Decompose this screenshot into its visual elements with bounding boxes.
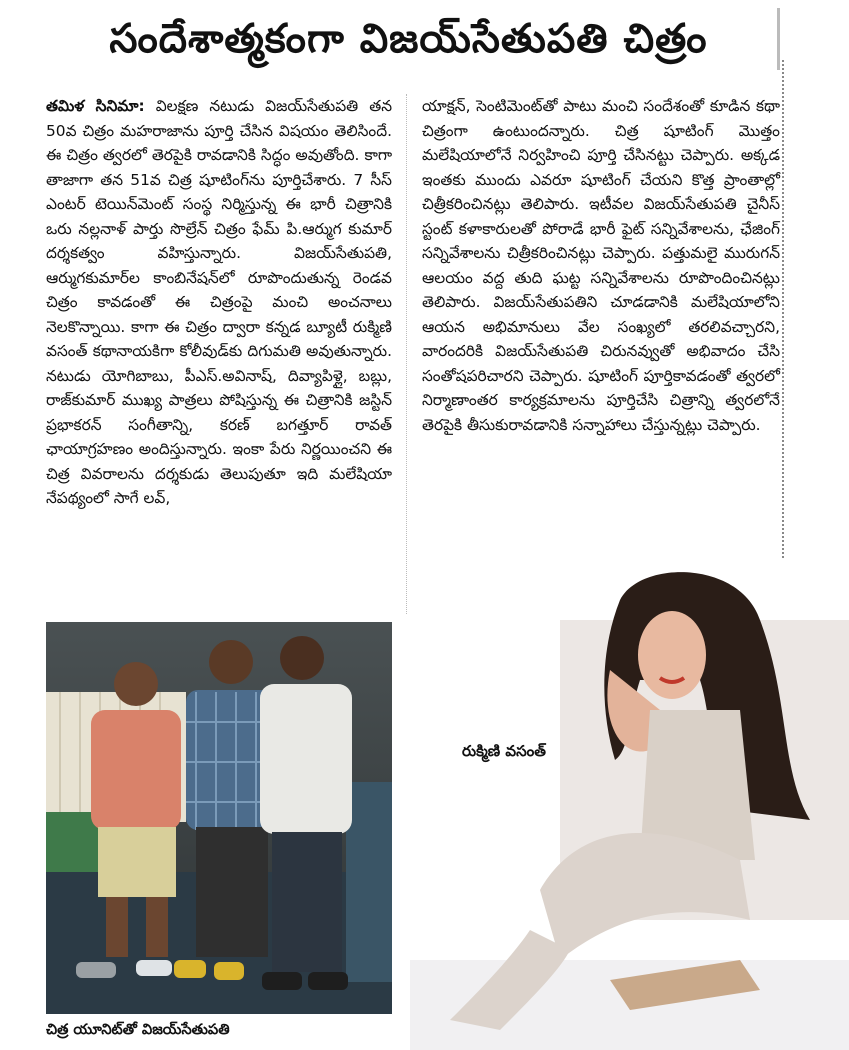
actress-photo-caption: రుక్మిణి వసంత్ [462,742,546,760]
actress-photo-illustration [410,560,849,1050]
column-rule-right [782,60,784,570]
actress-photo [410,560,849,1050]
article-left-column [46,94,392,511]
article-paragraph-left [46,94,392,511]
article-right-column [422,94,780,437]
headline: సందేశాత్మకంగా విజయ్‌సేతుపతి చిత్రం [40,8,780,70]
group-photo-illustration [46,622,392,1014]
article-lead: తమిళ సినిమా: [46,97,145,115]
article-left-text: విలక్షణ నటుడు విజయ్‌సేతుపతి తన 50వ చిత్రం మహరాజాను పూర్తి చేసిన విషయం తెలిసిందే. ఈ చిత్రం త్వరలో తెరపైకి రావడానికి సిద్ధం అవుతోంది. కాగా తాజాగా తన 51వ చిత్ర షూటింగ్‌ను పూర్తిచేశారు. 7 సీస్ ఎంటర్ టెయిన్‌మెంట్ సంస్థ నిర్మిస్తున్న ఈ భారీ చిత్రానికి ఒరు నల్లనాళ్ పార్తు సొల్రేన్ చిత్రం ఫేమ్ పి.ఆర్ముగ కుమార్ దర్శకత్వం వహిస్తున్నారు. విజయ్‌సేతుపతి, ఆర్ముగకుమార్‌ల కాంబినేషన్‌లో రూపొందుతున్న రెండవ చిత్రం కావడంతో ఈ చిత్రంపై మంచి అంచనాలు నెలకొన్నాయి. కాగా ఈ చిత్రం ద్వారా కన్నడ బ్యూటీ రుక్మిణి వసంత్ కథానాయకిగా కోలీవుడ్‌కు దిగుమతి అవుతున్నారు. నటుడు యోగిబాబు, పీఎస్.అవినాష్, దివ్యాపిళ్లై, బబ్లు, రాజ్‌కుమార్ ముఖ్య పాత్రలు పోషిస్తున్న ఈ చిత్రానికి జస్టిన్ ప్రభాకరన్ సంగీతాన్ని, కరణ్ బగత్తూర్ రావత్ ఛాయాగ్రహణం అందిస్తున్నారు. ఇంకా పేరు నిర్ణయించని ఈ చిత్ర వివరాలను దర్శకుడు తెలుపుతూ ఇది మలేషియా నేపథ్యంలో సాగే లవ్, [46,97,393,507]
group-photo-caption: చిత్ర యూనిట్‌తో విజయ్‌సేతుపతి [46,1022,230,1038]
article-right-text: యాక్షన్, సెంటిమెంట్‌తో పాటు మంచి సందేశంతో కూడిన కథా చిత్రంగా ఉంటుందన్నారు. చిత్ర షూటింగ్ మొత్తం మలేషియాలోనే నిర్వహించి పూర్తి చేసినట్టు చెప్పారు. అక్కడ ఇంతకు ముందు ఎవరూ షూటింగ్ చేయని కొత్త ప్రాంతాల్లో చిత్రీకరించినట్లు తెలిపారు. ఇటీవల విజయ్‌సేతుపతి చైనీస్ స్టంట్ కళాకారులతో పోరాడే భారీ ఫైట్ సన్నివేశాలను, ఛేజింగ్ సన్నివేశాలను చిత్రీకరించినట్లు చెప్పారు. పత్తుమలై మురుగన్ ఆలయం వద్ద తుది ఘట్ట సన్నివేశాలను రూపొందించినట్లు తెలిపారు. విజయ్‌సేతుపతిని చూడడానికి మలేషియాలోని ఆయన అభిమానులు వేల సంఖ్యలో తరలివచ్చారని, వారందరికి విజయ్‌సేతుపతి చిరునవ్వుతో అభివాదం చేసి సంతోషపరిచారని చెప్పారు. షూటింగ్ పూర్తికావడంతో త్వరలో నిర్మాణాంతర కార్యక్రమాలను పూర్తిచేసి చిత్రాన్ని త్వరలోనే తెరపైకి తీసుకురావడానికి సన్నాహాలు చేస్తున్నట్లు చెప్పారు. [422,97,780,434]
group-photo [46,622,392,1014]
column-rule-middle [406,94,407,614]
